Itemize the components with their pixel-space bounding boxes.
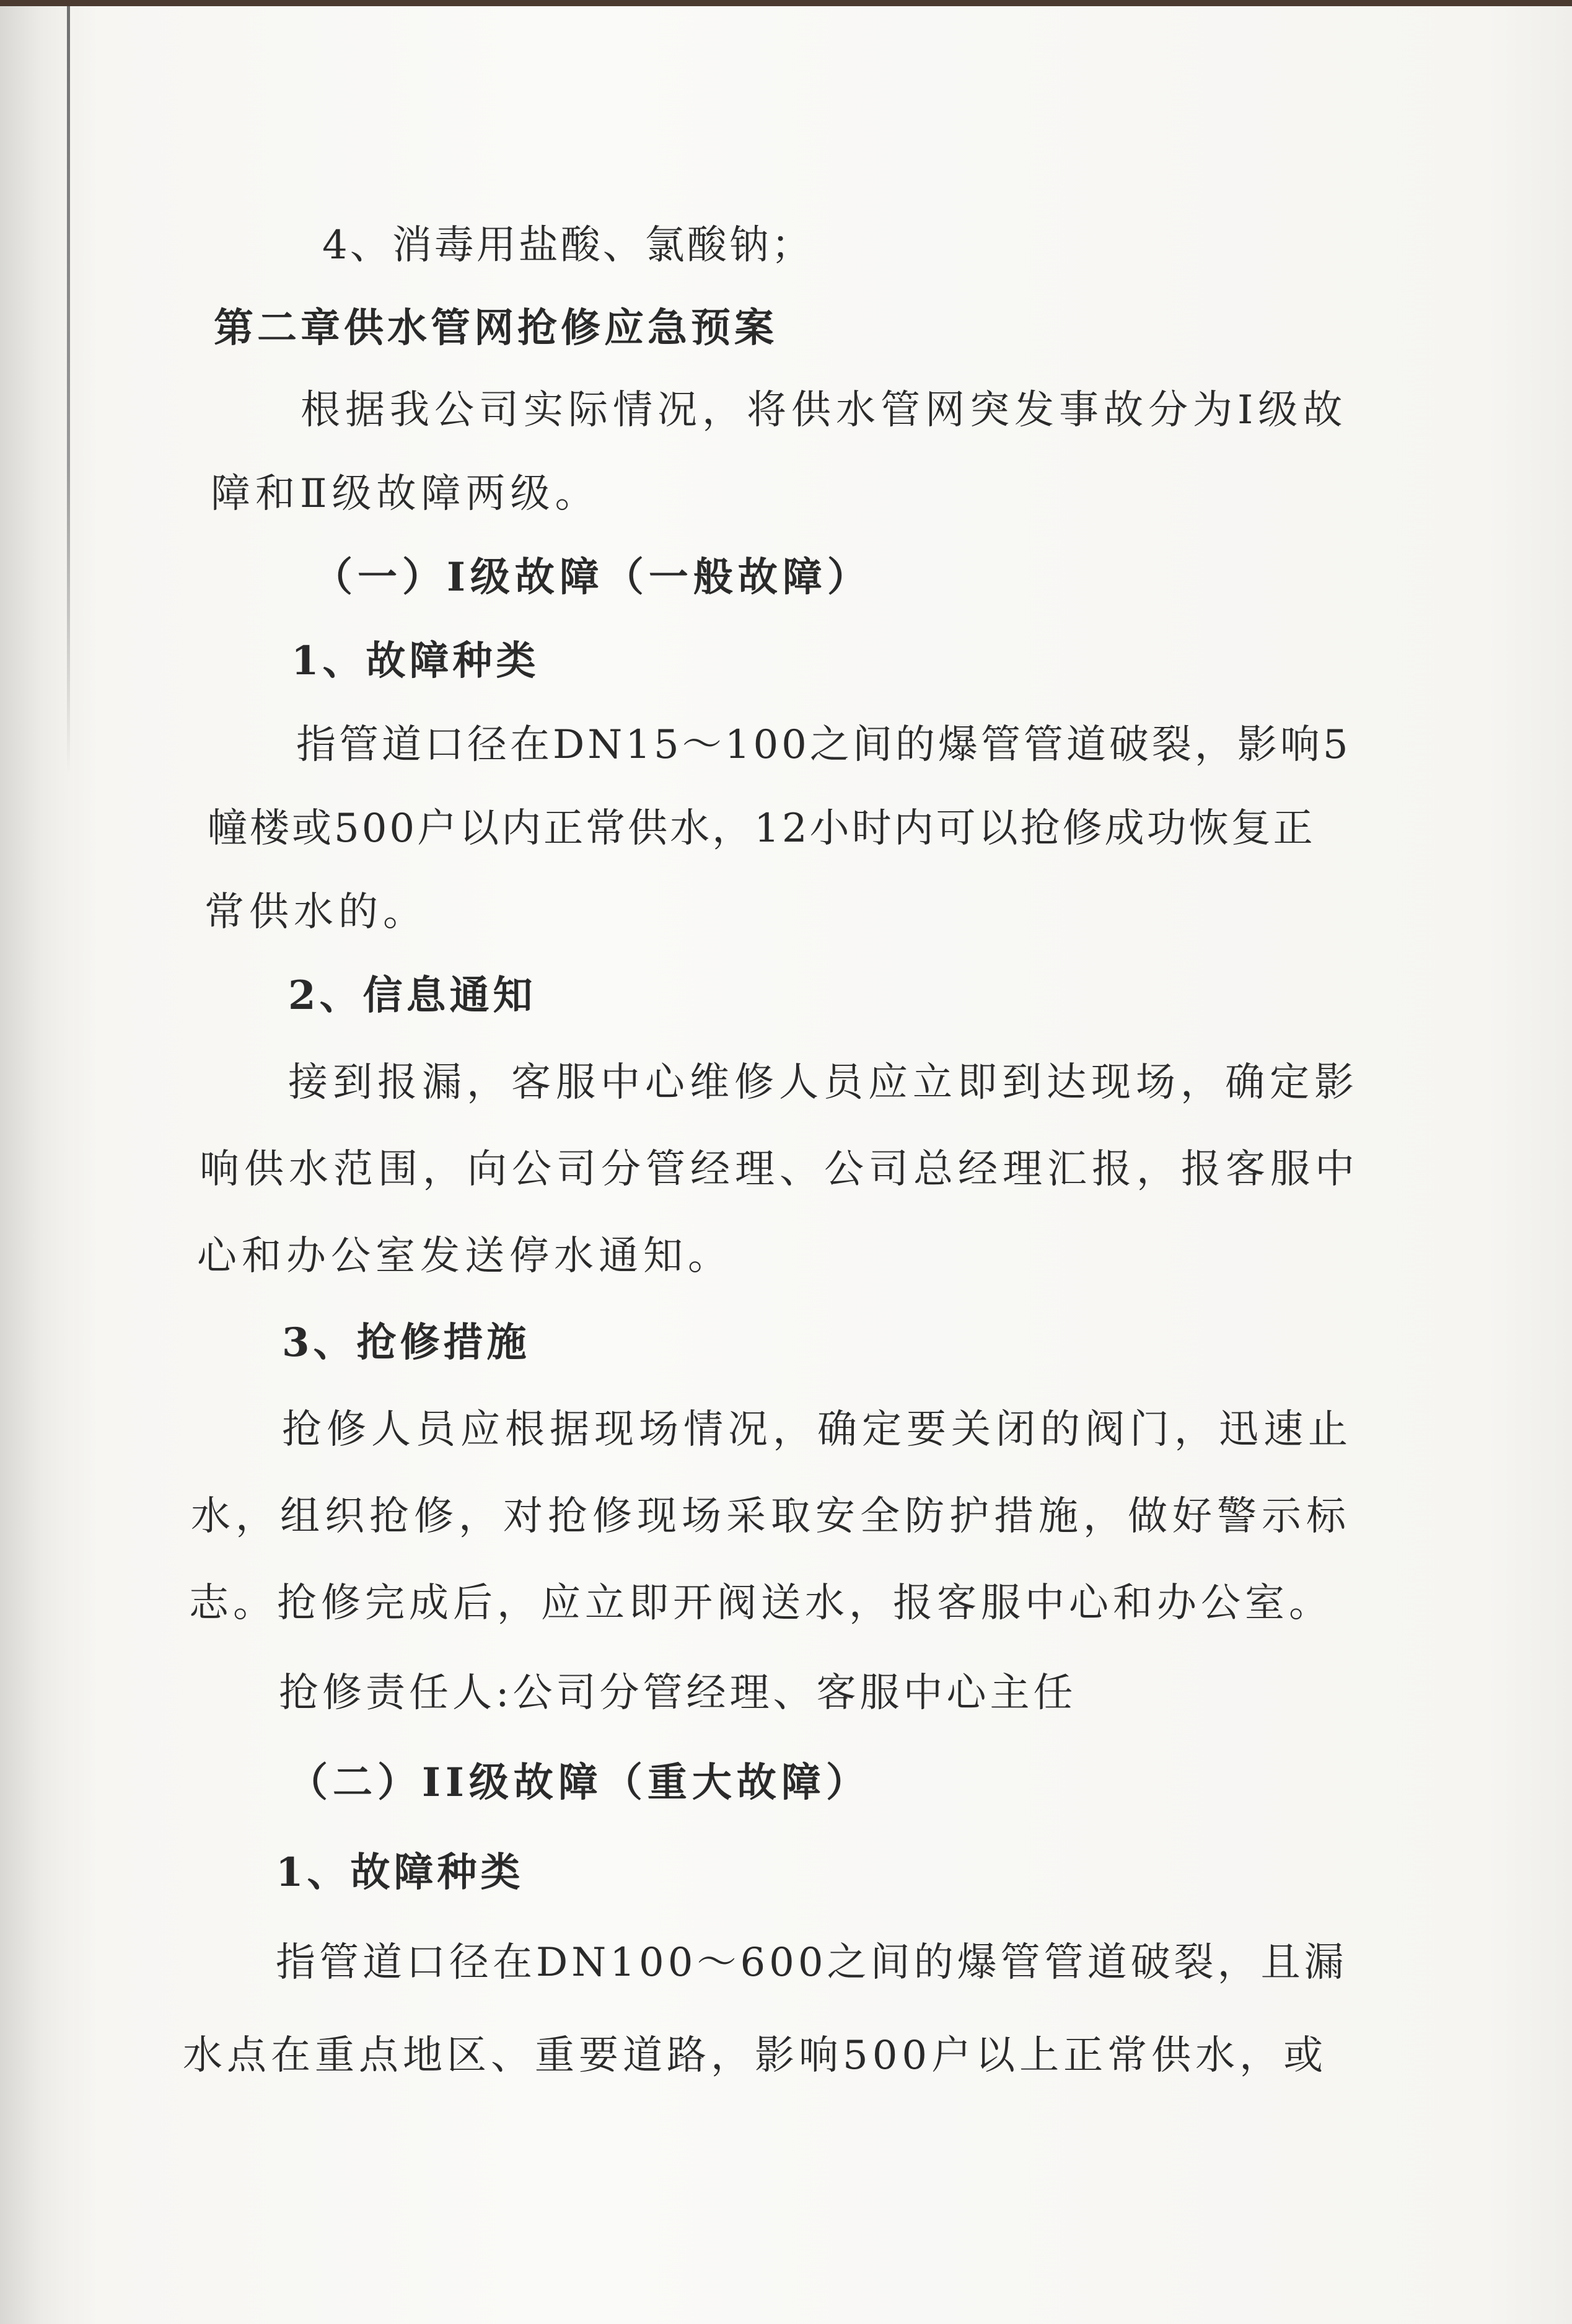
section-heading-1: （一）Ⅰ级故障（一般故障） — [313, 554, 872, 601]
page-edge-shadow — [67, 0, 70, 775]
subheading-fault-type-2: 1、故障种类 — [276, 1849, 524, 1896]
text-line-9: 常供水的。 — [204, 889, 428, 935]
text-line-21: 指管道口径在DN100～600之间的爆管管道破裂，且漏 — [276, 1940, 1348, 1986]
text-line-4: 障和Ⅱ级故障两级。 — [211, 471, 600, 517]
text-line-12: 响供水范围，向公司分管经理、公司总经理汇报，报客服中 — [200, 1147, 1359, 1192]
text-line-22: 水点在重点地区、重要道路，影响500户以上正常供水，或 — [183, 2033, 1328, 2079]
section-heading-2: （二）II级故障（重大故障） — [288, 1759, 871, 1806]
text-line-15: 抢修人员应根据现场情况，确定要关闭的阀门，迅速止 — [282, 1407, 1353, 1453]
top-edge-strip — [0, 0, 1572, 6]
text-line-18: 抢修责任人:公司分管经理、客服中心主任 — [279, 1670, 1077, 1716]
text-line-16: 水，组织抢修，对抢修现场采取安全防护措施，做好警示标 — [191, 1494, 1351, 1539]
subheading-info-notice: 2、信息通知 — [288, 972, 537, 1019]
text-line-13: 心和办公室发送停水通知。 — [197, 1233, 732, 1279]
text-line-3: 根据我公司实际情况，将供水管网突发事故分为Ⅰ级故 — [301, 387, 1348, 433]
text-line-1: 4、消毒用盐酸、氯酸钠； — [322, 222, 814, 268]
text-line-8: 幢楼或500户以内正常供水，12小时内可以抢修成功恢复正 — [208, 806, 1315, 852]
subheading-fault-type-1: 1、故障种类 — [291, 638, 540, 684]
text-line-11: 接到报漏，客服中心维修人员应立即到达现场，确定影 — [288, 1060, 1359, 1106]
text-line-7: 指管道口径在DN15～100之间的爆管管道破裂，影响5 — [296, 722, 1351, 768]
binding-margin — [0, 0, 74, 2324]
text-line-17: 志。抢修完成后，应立即开阀送水，报客服中心和办公室。 — [189, 1580, 1333, 1626]
subheading-repair-measures: 3、抢修措施 — [282, 1319, 530, 1366]
chapter-heading: 第二章供水管网抢修应急预案 — [214, 305, 778, 351]
